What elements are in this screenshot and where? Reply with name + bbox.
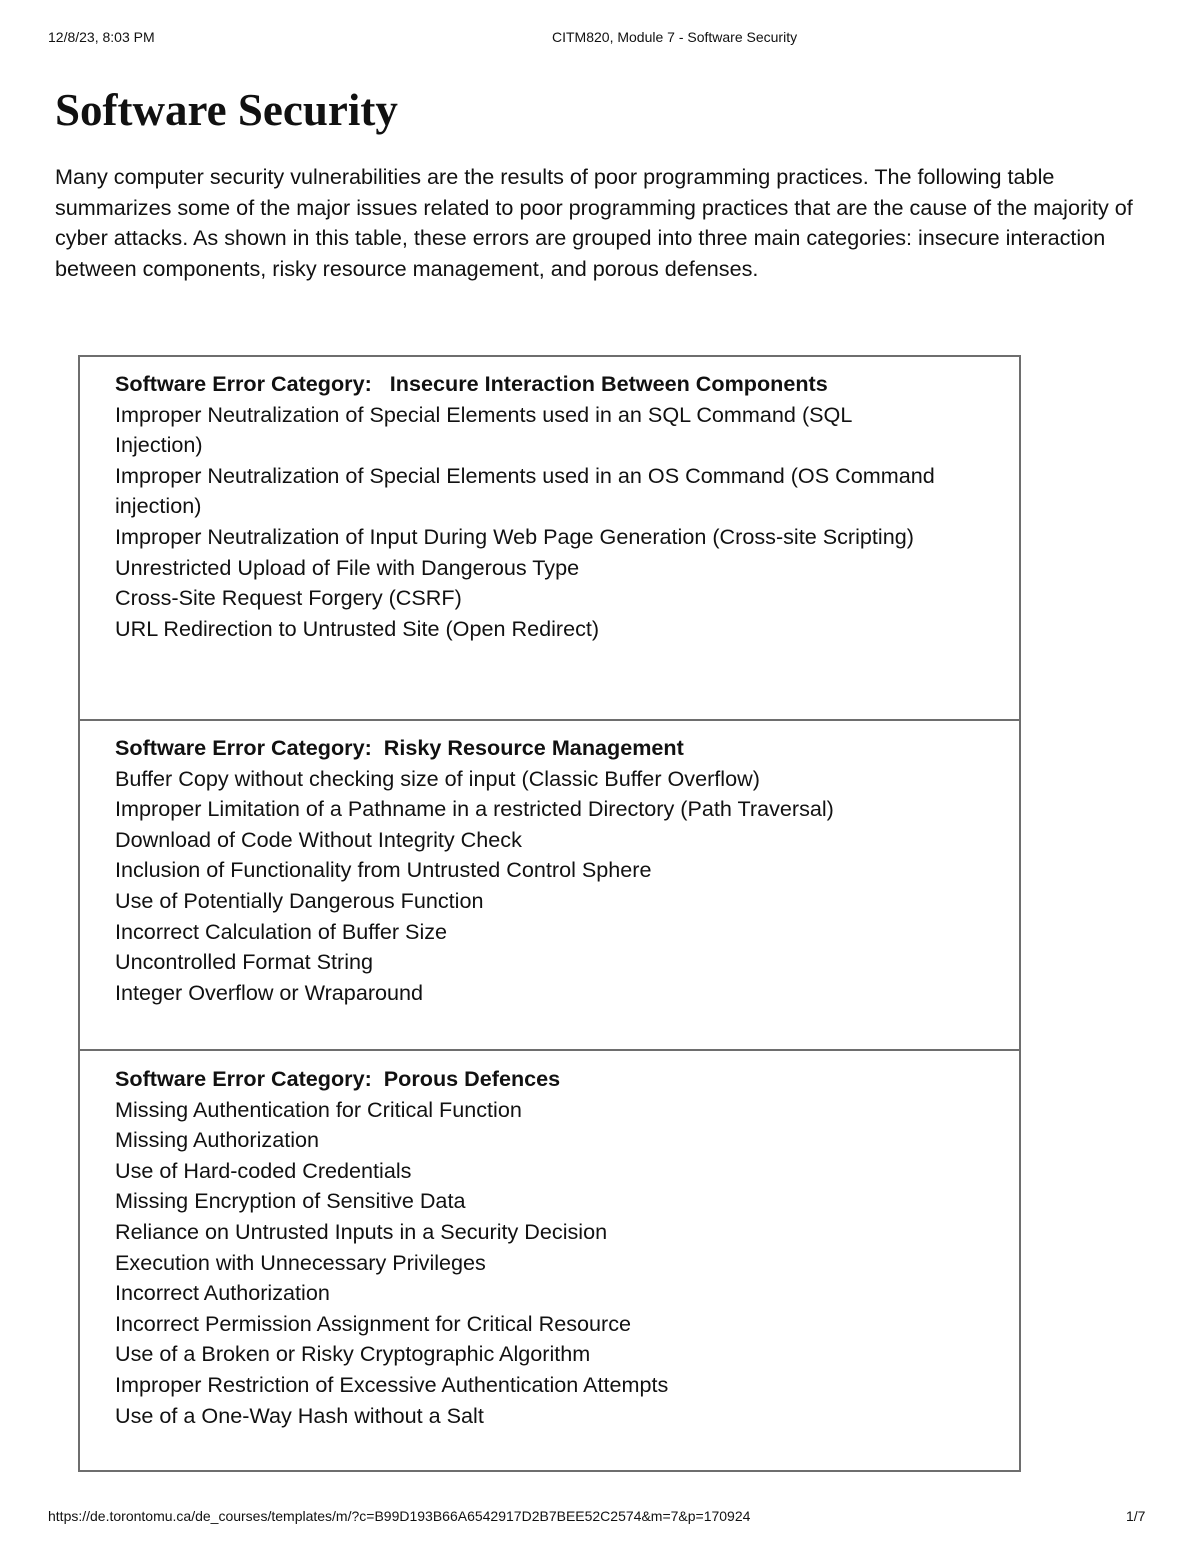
print-page-number: 1/7: [1126, 1508, 1146, 1524]
error-item: Missing Authentication for Critical Function: [115, 1096, 522, 1122]
error-list: [115, 400, 935, 645]
print-datetime: 12/8/23, 8:03 PM: [48, 29, 155, 45]
error-item: Buffer Copy without checking size of input (Classic Buffer Overflow): [115, 765, 760, 791]
category-heading: Software Error Category: Risky Resource Management: [115, 735, 684, 760]
error-item: Execution with Unnecessary Privileges: [115, 1249, 486, 1275]
page-title: Software Security: [55, 85, 398, 135]
error-item: Improper Neutralization of Special Elements used in an OS Command (OS Command injection): [115, 462, 935, 519]
error-item: Improper Restriction of Excessive Authentication Attempts: [115, 1371, 669, 1397]
category-section-porous-defences: [80, 1049, 1019, 1470]
error-item: Incorrect Authorization: [115, 1280, 330, 1306]
error-item: Cross-Site Request Forgery (CSRF): [115, 585, 462, 611]
error-item: Use of a One-Way Hash without a Salt: [115, 1402, 484, 1428]
error-list: [115, 764, 935, 1009]
error-item: Improper Neutralization of Special Elements used in an SQL Command (SQL Injection): [115, 401, 852, 458]
category-heading: Software Error Category: Porous Defences: [115, 1066, 561, 1091]
error-item: Use of a Broken or Risky Cryptographic Algorithm: [115, 1341, 591, 1367]
error-item: Reliance on Untrusted Inputs in a Security Decision: [115, 1218, 608, 1244]
intro-paragraph: Many computer security vulnerabilities are the results of poor programming practices. The following table summarizes some of the major issues related to poor programming practices that are the cause of the majority of cyber attacks. As shown in this table, these errors are grouped into three main categories: insecure interaction between components, risky resource management, and porous defenses.: [55, 164, 1133, 281]
error-item: Missing Authorization: [115, 1127, 320, 1153]
error-list: [115, 1095, 935, 1432]
category-heading: Software Error Category: Insecure Interaction Between Components: [115, 371, 828, 396]
error-item: Use of Hard-coded Credentials: [115, 1157, 412, 1183]
error-item: Unrestricted Upload of File with Dangerous Type: [115, 554, 580, 580]
error-item: Integer Overflow or Wraparound: [115, 979, 424, 1005]
error-item: Use of Potentially Dangerous Function: [115, 887, 484, 913]
error-item: Inclusion of Functionality from Untrusted Control Sphere: [115, 857, 652, 883]
error-item: Missing Encryption of Sensitive Data: [115, 1188, 466, 1214]
category-section-risky-resource-management: [80, 719, 1019, 1049]
software-error-table: [78, 355, 1021, 1472]
error-item: Incorrect Permission Assignment for Critical Resource: [115, 1310, 632, 1336]
error-item: Improper Neutralization of Input During Web Page Generation (Cross-site Scripting): [115, 523, 914, 549]
error-item: Incorrect Calculation of Buffer Size: [115, 918, 448, 944]
error-item: Improper Limitation of a Pathname in a restricted Directory (Path Traversal): [115, 796, 834, 822]
print-doc-title: CITM820, Module 7 - Software Security: [552, 29, 798, 45]
print-url: https://de.torontomu.ca/de_courses/templates/m/?c=B99D193B66A6542917D2B7BEE52C2574&m=7&p=170924: [48, 1508, 751, 1524]
error-item: Download of Code Without Integrity Check: [115, 826, 522, 852]
error-item: Uncontrolled Format String: [115, 949, 374, 975]
error-item: URL Redirection to Untrusted Site (Open Redirect): [115, 615, 600, 641]
category-section-insecure-interaction: [80, 357, 1019, 719]
